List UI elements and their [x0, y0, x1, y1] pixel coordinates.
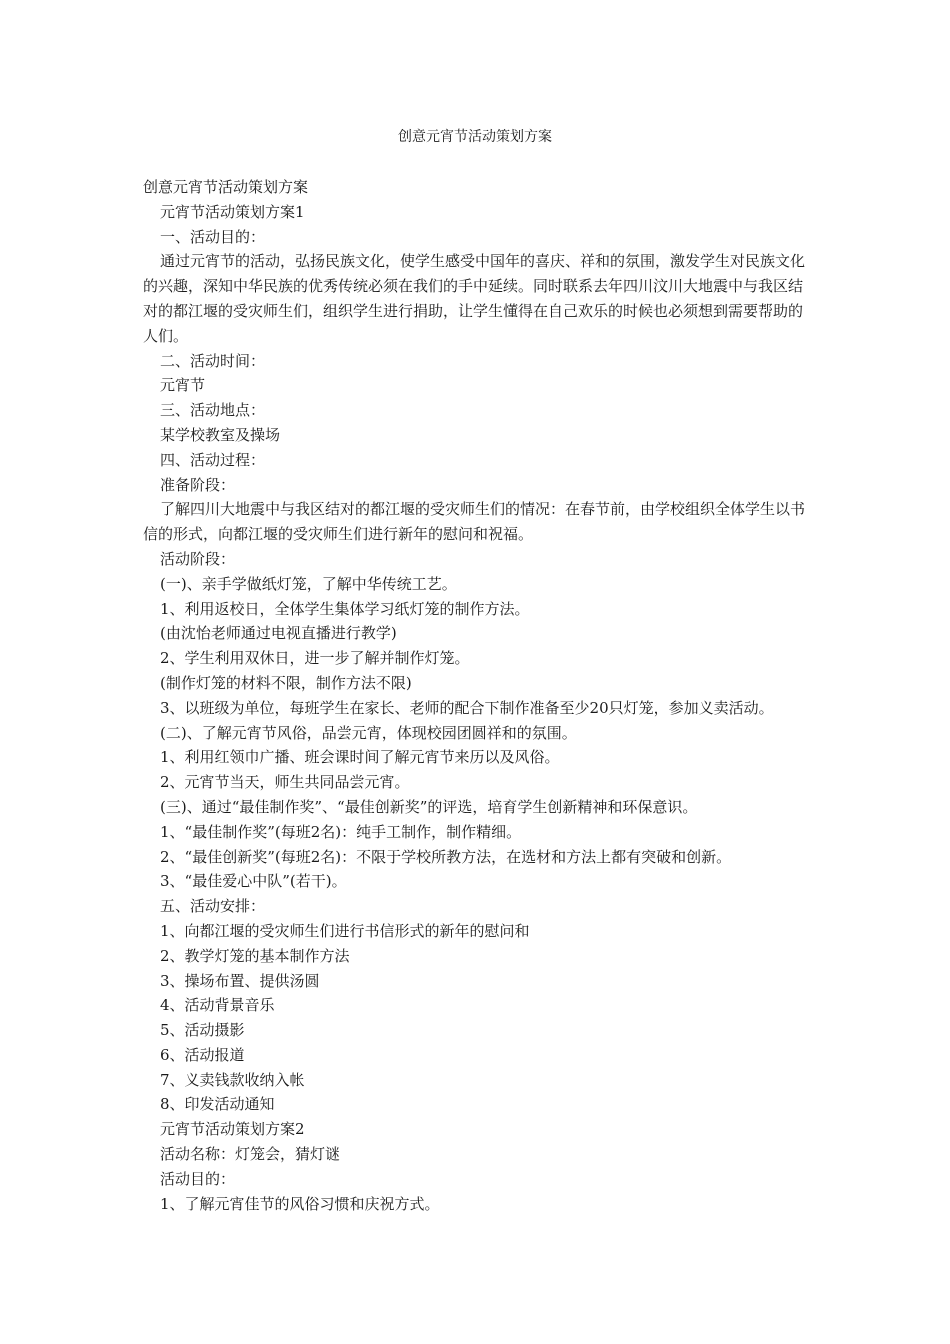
- paragraph: 一、活动目的：: [160, 227, 266, 246]
- paragraph: 元宵节活动策划方案2: [160, 1120, 305, 1139]
- paragraph: 五、活动安排：: [160, 897, 266, 916]
- paragraph: 二、活动时间：: [160, 351, 266, 370]
- paragraph: (一)、亲手学做纸灯笼，了解中华传统工艺。: [160, 574, 457, 593]
- paragraph: 2、学生利用双休日，进一步了解并制作灯笼。: [160, 649, 470, 668]
- paragraph: 2、元宵节当天，师生共同品尝元宵。: [160, 773, 410, 792]
- paragraph: 创意元宵节活动策划方案: [143, 178, 309, 196]
- document-body: [143, 175, 813, 1216]
- paragraph: 1、了解元宵佳节的风俗习惯和庆祝方式。: [160, 1194, 440, 1213]
- paragraph: 四、活动过程：: [160, 450, 266, 469]
- paragraph: 8、印发活动通知: [160, 1095, 275, 1114]
- paragraph: 3、操场布置、提供汤圆: [160, 971, 320, 990]
- paragraph: 1、向都江堰的受灾师生们进行书信形式的新年的慰问和: [160, 921, 530, 940]
- paragraph: 1、“最佳制作奖”(每班2名)：纯手工制作，制作精细。: [160, 822, 522, 841]
- paragraph: 3、“最佳爱心中队”(若干)。: [160, 872, 347, 891]
- paragraph: (二)、了解元宵节风俗，品尝元宵，体现校园团圆祥和的氛围。: [160, 723, 577, 742]
- paragraph: 1、利用红领巾广播、班会课时间了解元宵节来历以及风俗。: [160, 748, 560, 767]
- paragraph: 2、“最佳创新奖”(每班2名)：不限于学校所教方法，在选材和方法上都有突破和创新。: [160, 847, 732, 866]
- paragraph: 活动阶段：: [160, 549, 236, 568]
- document-title: 创意元宵节活动策划方案: [398, 129, 552, 145]
- paragraph: 6、活动报道: [160, 1045, 245, 1064]
- paragraph: 3、以班级为单位，每班学生在家长、老师的配合下制作准备至少20只灯笼，参加义卖活动。: [160, 698, 774, 717]
- paragraph: 7、义卖钱款收纳入帐: [160, 1070, 305, 1089]
- paragraph: (三)、通过“最佳制作奖”、“最佳创新奖”的评选，培育学生创新精神和环保意识。: [160, 797, 698, 816]
- paragraph: 元宵节: [160, 376, 206, 395]
- paragraph: 准备阶段：: [160, 475, 236, 494]
- paragraph: (由沈怡老师通过电视直播进行教学): [160, 624, 397, 643]
- paragraph: 活动名称：灯笼会，猜灯谜: [160, 1145, 341, 1164]
- paragraph: 2、教学灯笼的基本制作方法: [160, 946, 350, 965]
- paragraph: 活动目的：: [160, 1169, 236, 1188]
- paragraph: 4、活动背景音乐: [160, 996, 275, 1015]
- paragraph: 1、利用返校日，全体学生集体学习纸灯笼的制作方法。: [160, 599, 530, 618]
- paragraph: (制作灯笼的材料不限，制作方法不限): [160, 673, 412, 692]
- paragraph: 通过元宵节的活动，弘扬民族文化，使学生感受中国年的喜庆、祥和的氛围，激发学生对民族文化的兴趣，深知中华民族的优秀传统必须在我们的手中延续。同时联系去年四川汶川大地震中与我区结对的都江堰的受灾师生们，组织学生进行捐助，让学生懂得在自己欢乐的时候也必须想到需要帮助的人们。: [143, 252, 806, 345]
- paragraph: 元宵节活动策划方案1: [160, 202, 305, 221]
- paragraph: 某学校教室及操场: [160, 425, 281, 444]
- paragraph: 了解四川大地震中与我区结对的都江堰的受灾师生们的情况：在春节前，由学校组织全体学生以书信的形式，向都江堰的受灾师生们进行新年的慰问和祝福。: [143, 500, 806, 544]
- paragraph: 5、活动摄影: [160, 1021, 245, 1040]
- paragraph: 三、活动地点：: [160, 401, 266, 420]
